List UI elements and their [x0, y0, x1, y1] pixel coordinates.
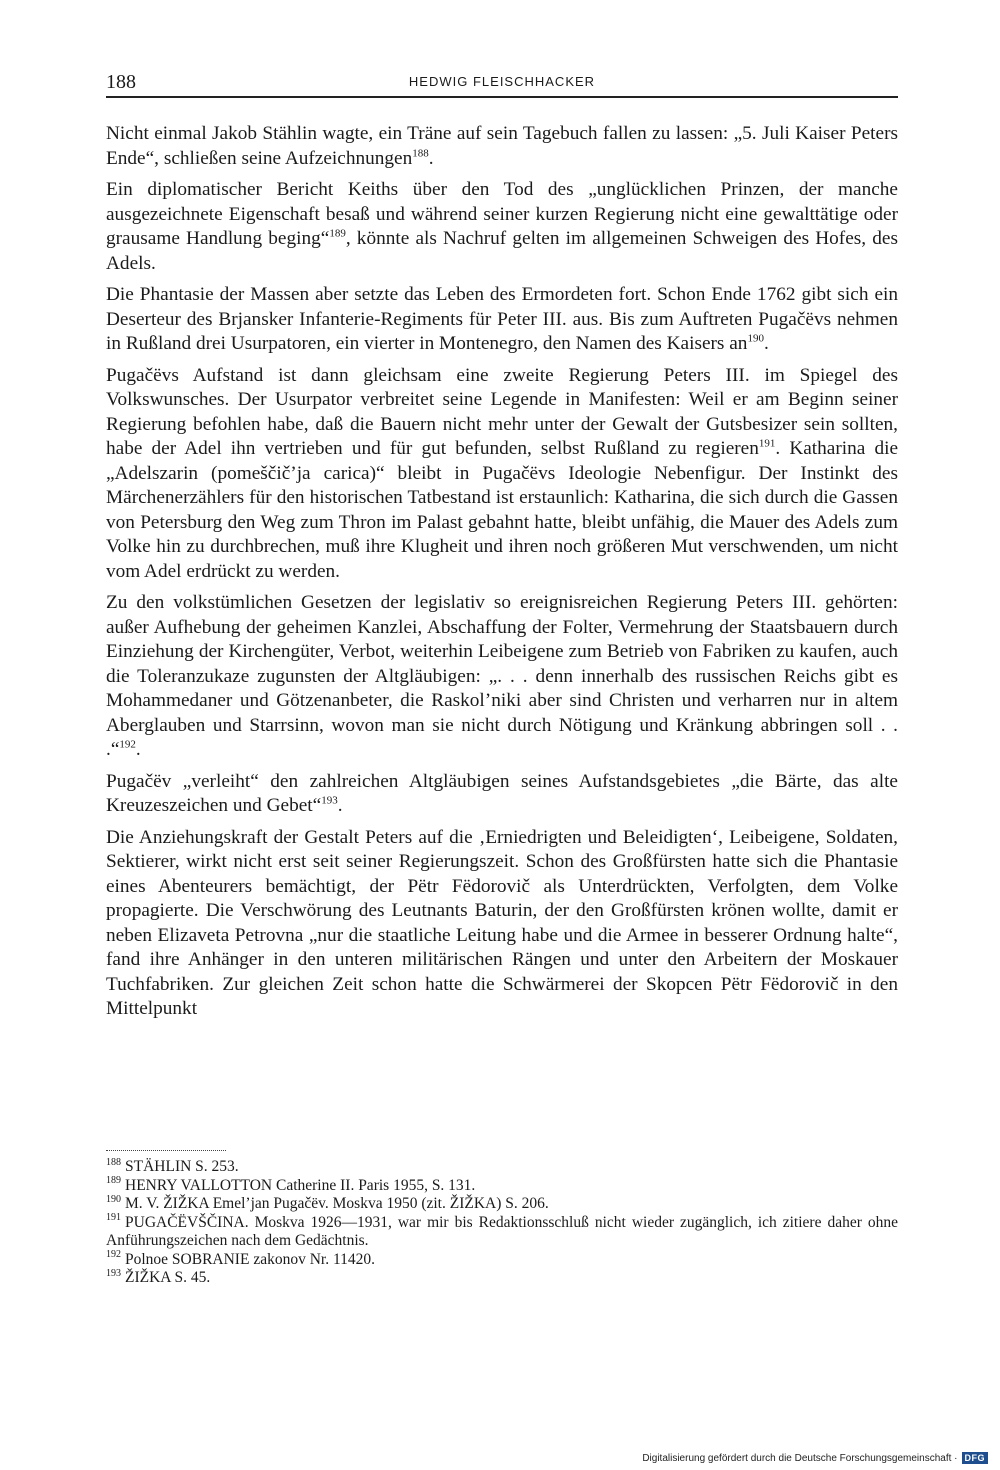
credit-text: Digitalisierung gefördert durch die Deutsche Forschungsgemeinschaft · [642, 1452, 958, 1464]
body-text [106, 122, 898, 1029]
digitization-credit [642, 1452, 988, 1464]
dfg-logo: DFG [962, 1452, 989, 1464]
footnote-ref-189: 189 [329, 227, 346, 240]
footnote-ref-193: 193 [321, 794, 338, 807]
footnote-ref-192: 192 [119, 738, 136, 751]
footnote-ref-188: 188 [412, 147, 429, 160]
footnote-193: $^{193}$ ŽIŽKA S. 45. [106, 1267, 211, 1286]
page-header [106, 70, 898, 98]
paragraph-3: Die Phantasie der Massen aber setzte das Leben des Ermordeten fort. Schon Ende 1762 gibt sich ein Deserteur des Brjansker Infanterie-Regiments für Peter III. aus. Bis zum Auftreten Pugačëvs nehmen in Rußland drei Usurpatoren, ein vierter in Montenegro, den Namen des Kaisers $an^{190}$. [106, 284, 898, 354]
footnote-separator [106, 1150, 226, 1151]
paragraph-6: Pugačëv „verleiht“ den zahlreichen Altgläubigen seines Aufstandsgebietes „die Bärte, das alte Kreuzeszeichen und Gebet“$^{193}$. [106, 770, 898, 816]
footnotes [106, 1158, 898, 1288]
paragraph-1: Nicht einmal Jakob Stählin wagte, ein Träne auf sein Tagebuch fallen zu lassen: „5. Juli Kaiser Peters Ende“, schließen seine Aufzeichnungen$^{188}$. [106, 123, 898, 169]
footnote-ref-191: 191 [758, 437, 776, 450]
footnote-190: $^{190}$ M. V. ŽIŽKA Emel’jan Pugačëv. Moskva 1950 (zit. ŽIŽKA) S. 206. [106, 1193, 549, 1212]
footnote-188: $^{188}$ STÄHLIN S. 253. [106, 1156, 239, 1175]
page-number: 188 [106, 71, 136, 93]
footnote-192: $^{192}$ Polnoe SOBRANIE zakonov Nr. 11420. [106, 1249, 375, 1268]
paragraph-2: Ein diplomatischer Bericht Keiths über den Tod des „unglücklichen Prinzen, der manche ausgezeichnete Eigenschaft besaß und während seiner kurzen Regierung nicht eine gewalttätige oder grausame Handlung beging“$^{189}$, könnte als Nachruf gelten im allgemeinen Schweigen des Hofes, des Adels. [106, 179, 898, 274]
paragraph-7: Die Anziehungskraft der Gestalt Peters auf die ‚Erniedrigten und Beleidigten‘, Leibeigene, Soldaten, Sektierer, wirkt nicht erst seit seiner Regierungszeit. Schon des Großfürsten hatte sich die Phantasie eines Abenteurers bemächtigt, der Pëtr Fëdorovič als Unterdrückten, Verfolgten, dem Volke propagierte. Die Verschwörung des Leutnants Baturin, der den Großfürsten krönen wollte, damit er neben Elizaveta Petrovna „nur die staatliche Leitung habe und die Armee in besserer Ordnung halte“, fand ihre Anhänger in den unteren militärischen Rängen und unter den Arbeitern der Moskauer Tuchfabriken. Zur gleichen Zeit schon hatte die Schwärmerei der Skopcen Pëtr Fëdorovič in den Mittelpunkt [106, 826, 898, 1019]
paragraph-5: Zu den volkstümlichen Gesetzen der legislativ so ereignisreichen Regierung Peters III. gehörten: außer Aufhebung der geheimen Kanzlei, Abschaffung der Folter, Vermehrung der Staatsbauern durch Einziehung der Kirchengüter, Verbot, weiterhin Leibeigene zum Betrieb von Fabriken zu kaufen, auch die Toleranzukaze zugunsten der Altgläubigen: „. . . denn innerhalb des russischen Reichs gibt es Mohammedaner und Götzenanbeter, die Raskol’niki aber sind Christen und verharren nur in altem Aberglauben und Starrsinn, wovon man sie nicht durch Nötigung und Kränkung abbringen soll . . .“$^{192}$. [106, 592, 898, 760]
footnote-ref-190: 190 [747, 332, 764, 345]
footnote-191: $^{191}$ PUGAČËVŠČINA. Moskva 1926—1931, war mir bis Redaktionsschluß nicht wieder zugänglich, ich zitiere daher ohne Anführungszeichen nach dem Gedächtnis. [106, 1212, 898, 1249]
footnote-189: $^{189}$ HENRY VALLOTTON Catherine II. Paris 1955, S. 131. [106, 1175, 476, 1194]
paragraph-4: Pugačëvs Aufstand ist dann gleichsam eine zweite Regierung Peters III. im Spiegel des Volkswunsches. Der Usurpator verbreitet seine Legende in Manifesten: Weil er am Beginn seiner Regierung befohlen habe, daß die Bauern nicht mehr unter der Gewalt der Gutsbesizer sein sollten, habe der Adel ihn vertrieben und für gut befunden, selbst Rußland zu regieren$^{191}$. Katharina die „Adelszarin (pomeščič’ja carica)“ bleibt in Pugačëvs Ideologie Nebenfigur. Der Instinkt des Märchenerzählers für den historischen Tatbestand ist erstaunlich: Katharina, die sich durch die Gassen von Petersburg den Weg zum Thron im Palast gebahnt hatte, bleibt unfähig, die Mauer des Adels zum Volke hin zu durchbrechen, muß ihre Klugheit und ihren noch größeren Mut verschwenden, um nicht vom Adel erdrückt zu werden. [106, 364, 899, 582]
running-head: HEDWIG FLEISCHHACKER [408, 74, 596, 89]
